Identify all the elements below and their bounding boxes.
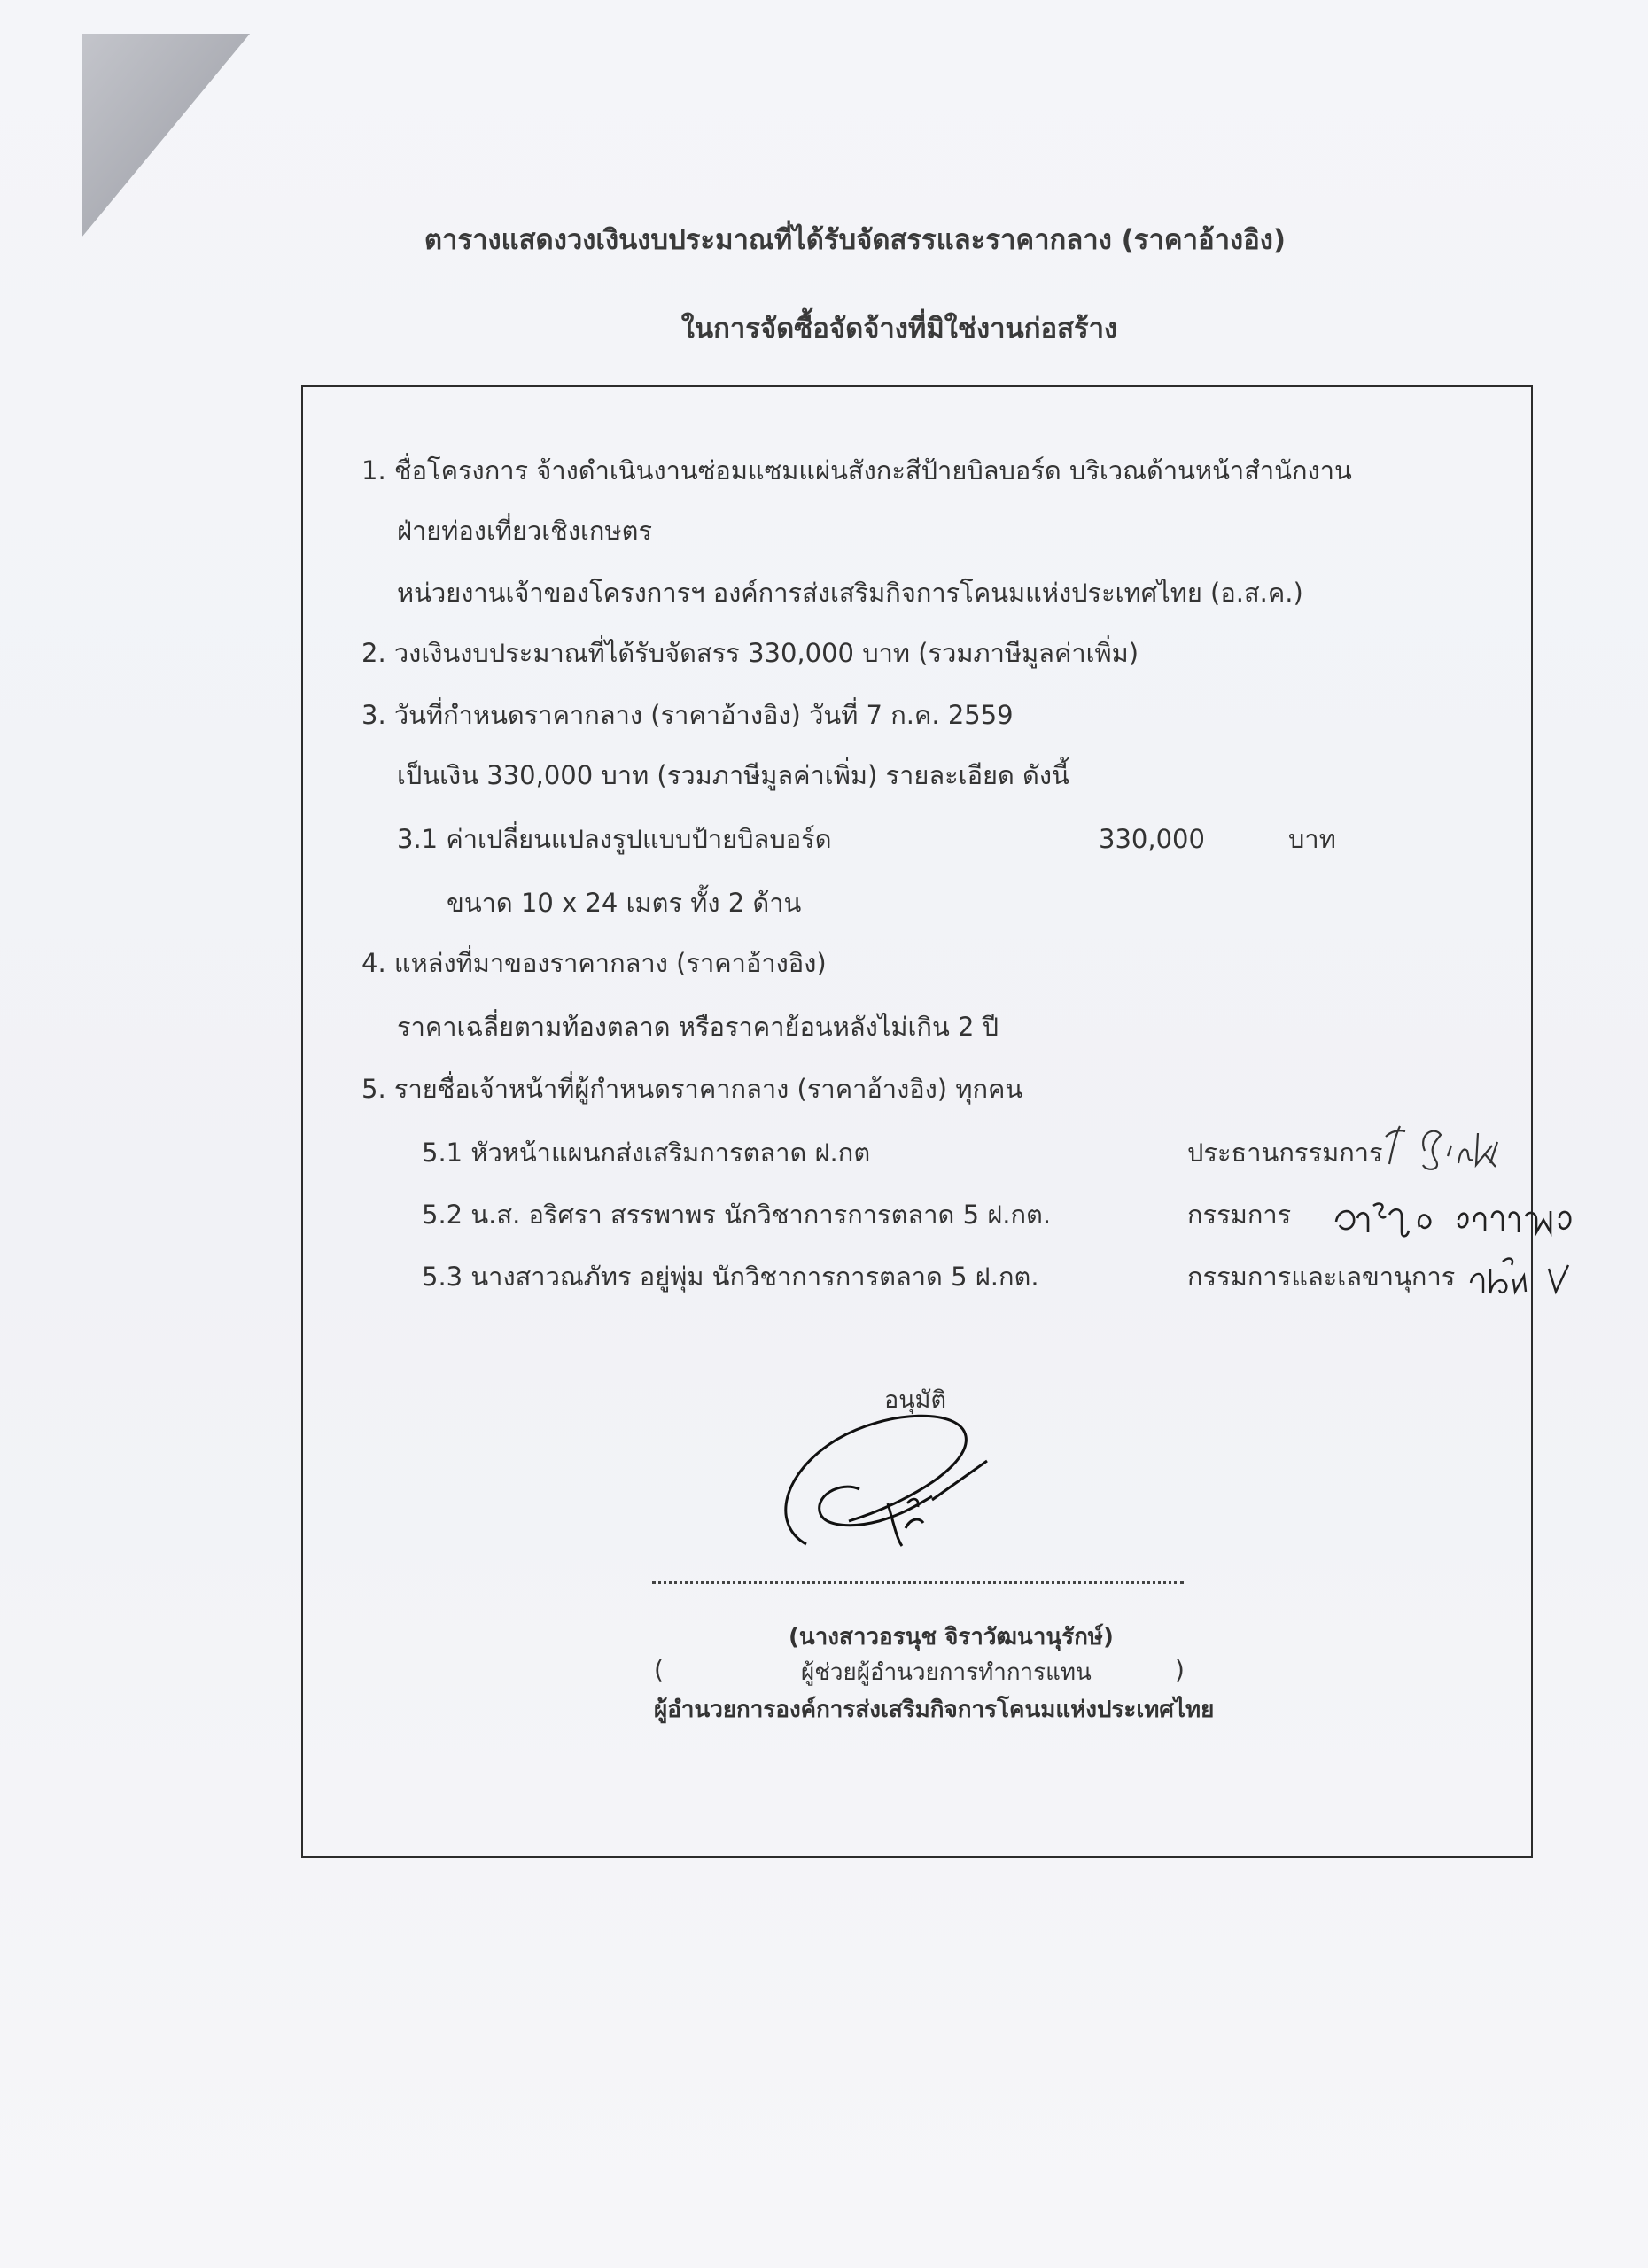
signature-line bbox=[652, 1581, 1184, 1584]
item-3-1-detail: ขนาด 10 x 24 เมตร ทั้ง 2 ด้าน bbox=[447, 888, 802, 918]
committee-member-role: กรรมการ bbox=[1187, 1200, 1292, 1230]
item-3-1-amount: 330,000 bbox=[1099, 824, 1205, 854]
item-5-committee-heading: 5. รายชื่อเจ้าหน้าที่ผู้กำหนดราคากลาง (ราคาอ้างอิง) ทุกคน bbox=[361, 1074, 1023, 1104]
signature-approver bbox=[755, 1404, 1047, 1555]
item-1-owner-agency: หน่วยงานเจ้าของโครงการฯ องค์การส่งเสริมกิจการโคนมแห่งประเทศไทย (อ.ส.ค.) bbox=[397, 578, 1303, 608]
item-4-source-detail: ราคาเฉลี่ยตามท้องตลาด หรือราคาย้อนหลังไม่เกิน 2 ปี bbox=[397, 1012, 999, 1042]
document-subtitle: ในการจัดซื้อจัดจ้างที่มิใช่งานก่อสร้าง bbox=[680, 313, 1118, 345]
committee-member-role: ประธานกรรมการ bbox=[1187, 1138, 1383, 1168]
content-frame bbox=[301, 385, 1533, 1858]
approver-position: ผู้ช่วยผู้อำนวยการทำการแทน bbox=[801, 1659, 1092, 1686]
committee-member-name: 5.1 หัวหน้าแผนกส่งเสริมการตลาด ฝ.กต bbox=[422, 1138, 871, 1168]
item-4-source: 4. แหล่งที่มาของราคากลาง (ราคาอ้างอิง) bbox=[361, 948, 827, 978]
item-3-1-label: 3.1 ค่าเปลี่ยนแปลงรูปแบบป้ายบิลบอร์ด bbox=[397, 824, 832, 854]
folded-corner bbox=[82, 34, 259, 246]
approver-name: (นางสาวอรนุช จิราวัฒนานุรักษ์) bbox=[789, 1624, 1114, 1651]
signature-committee-member bbox=[1327, 1184, 1620, 1247]
paren-open: ( bbox=[654, 1655, 664, 1684]
item-1-project-name: 1. ชื่อโครงการ จ้างดำเนินงานซ่อมแซมแผ่นสังกะสีป้ายบิลบอร์ด บริเวณด้านหน้าสำนักงาน bbox=[361, 455, 1352, 485]
committee-member-name: 5.2 น.ส. อริศรา สรรพาพร นักวิชาการการตลาด 5 ฝ.กต. bbox=[422, 1200, 1052, 1230]
item-2-budget: 2. วงเงินงบประมาณที่ได้รับจัดสรร 330,000 บาท (รวมภาษีมูลค่าเพิ่ม) bbox=[361, 638, 1139, 668]
signature-committee-secretary bbox=[1464, 1242, 1579, 1304]
committee-member-name: 5.3 นางสาวณภัทร อยู่พุ่ม นักวิชาการการตลาด 5 ฝ.กต. bbox=[422, 1262, 1039, 1292]
approver-organization: ผู้อำนวยการองค์การส่งเสริมกิจการโคนมแห่งประเทศไทย bbox=[654, 1697, 1215, 1723]
item-3-1-unit: บาท bbox=[1288, 824, 1336, 854]
item-1-department: ฝ่ายท่องเที่ยวเชิงเกษตร bbox=[397, 516, 653, 546]
committee-member-role: กรรมการและเลขานุการ bbox=[1187, 1262, 1456, 1292]
paren-close: ) bbox=[1175, 1655, 1185, 1684]
item-3-reference-date: 3. วันที่กำหนดราคากลาง (ราคาอ้างอิง) วันที่ 7 ก.ค. 2559 bbox=[361, 700, 1014, 730]
signature-committee-chair bbox=[1373, 1115, 1515, 1177]
approval-label: อนุมัติ bbox=[884, 1386, 947, 1414]
item-3-amount-text: เป็นเงิน 330,000 บาท (รวมภาษีมูลค่าเพิ่ม) รายละเอียด ดังนี้ bbox=[397, 760, 1069, 790]
document-title: ตารางแสดงวงเงินงบประมาณที่ได้รับจัดสรรและราคากลาง (ราคาอ้างอิง) bbox=[424, 224, 1287, 256]
